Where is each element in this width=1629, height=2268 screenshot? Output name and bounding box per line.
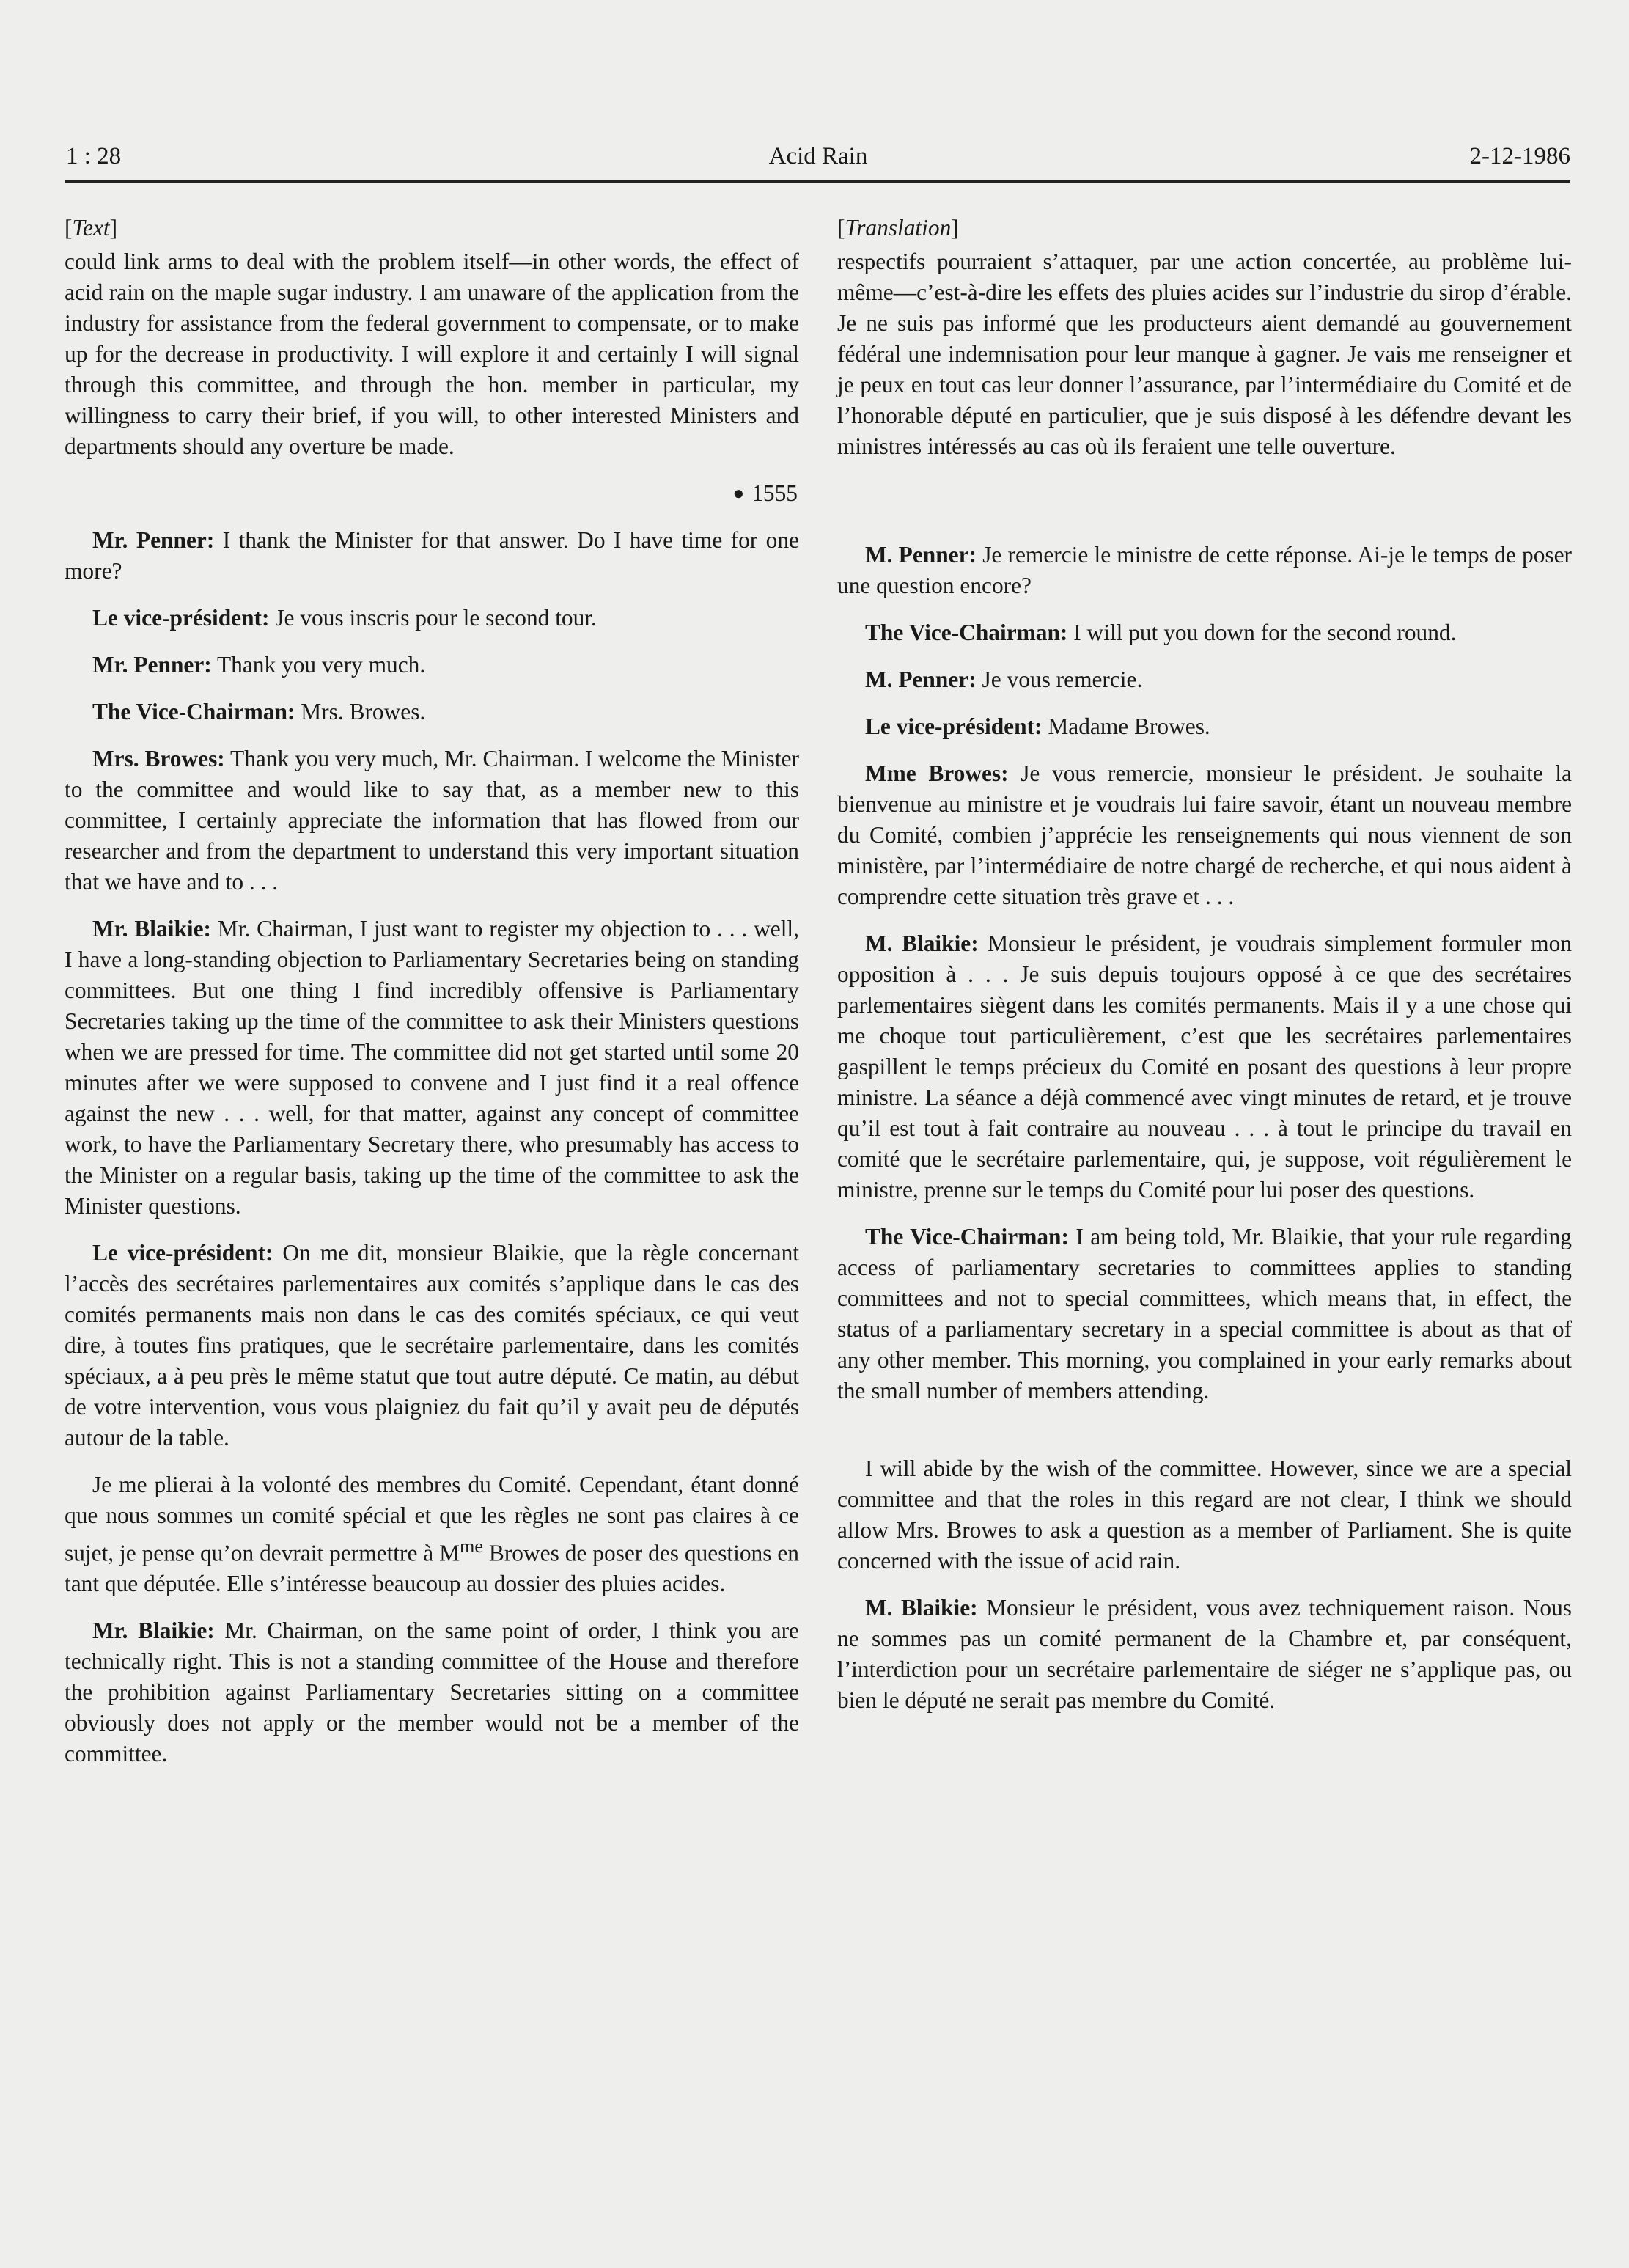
paragraph-text: Je vous remercie. [982, 667, 1143, 692]
paragraph [65, 603, 799, 634]
speaker-name: Le vice-président: [92, 1240, 273, 1266]
header-rule [65, 180, 1570, 183]
speaker-name: Mr. Blaikie: [92, 916, 212, 942]
speaker-name: The Vice-Chairman: [92, 699, 295, 724]
speaker-name: M. Blaikie: [865, 1595, 978, 1621]
opening-paragraph: could link arms to deal with the problem itself—in other words, the effect of acid rain on the maple sugar industry. I am unaware of the application from the industry for assistance from the federal government to compensate, or to make up for the decrease in productivity. I will explore it and certainly I will signal through this committee, and through the hon. member in particular, my willingness to carry their brief, if you will, to other interested Ministers and departments should any overture be made. [65, 249, 799, 459]
timestamp: ● 1555 [732, 480, 798, 506]
paragraph [837, 664, 1572, 695]
paragraph [837, 758, 1572, 912]
paragraph [65, 1615, 799, 1769]
running-header [66, 143, 1570, 180]
page-date: 2-12-1986 [1469, 143, 1570, 169]
paragraph [65, 744, 799, 898]
paragraph-text: Je vous inscris pour le second tour. [275, 605, 597, 631]
paragraph-text: Thank you very much, Mr. Chairman. I welcome the Minister to the committee and would like to say that, as a member new to this committee, I certainly appreciate the information that has flowed from our researcher and from the department to understand this very important situation that we have and to . . . [65, 746, 799, 895]
right-column [837, 213, 1572, 1732]
paragraph [837, 1593, 1572, 1716]
paragraph [837, 928, 1572, 1205]
paragraph [65, 1238, 799, 1453]
speaker-name: Mr. Penner: [92, 527, 215, 553]
paragraph-text: Je vous remercie, monsieur le président. Je souhaite la bienvenue au ministre et je voudrais lui faire savoir, étant un nouveau membre du Comité, combien j’apprécie les renseignements qui nous viennent de son ministère, par l’intermédiaire de notre chargé de recherche, et qui nous aident à comprendre cette situation très grave et . . . [837, 760, 1572, 909]
speaker-name: M. Penner: [865, 667, 977, 692]
paragraph-text: Madame Browes. [1048, 713, 1210, 739]
paragraph-text: On me dit, monsieur Blaikie, que la règle concernant l’accès des secrétaires parlementaires aux comités s’applique dans le cas des comités permanents mais non dans le cas des comités spéciaux, ce qui veut dire, à toutes fins pratiques, que le secrétaire parlementaire, dans les comités spéciaux, a à peu près le même statut que tout autre député. Ce matin, au début de votre intervention, vous vous plaigniez du fait qu’il y avait peu de députés autour de la table. [65, 1240, 799, 1450]
left-column [65, 213, 799, 1786]
column-label: [Text] [65, 215, 118, 241]
paragraph [837, 540, 1572, 601]
paragraph-text: I thank the Minister for that answer. Do I have time for one more? [65, 527, 799, 584]
paragraph-text: Monsieur le président, vous avez techniquement raison. Nous ne sommes pas un comité permanent de la Chambre et, par conséquent, l’interdiction pour un secrétaire parlementaire de siéger ne s’applique pas, ou bien le député ne serait pas membre du Comité. [837, 1595, 1572, 1713]
paragraph-text: Thank you very much. [217, 652, 426, 678]
speaker-name: Mrs. Browes: [92, 746, 225, 771]
opening-paragraph: respectifs pourraient s’attaquer, par une action concertée, au problème lui-même—c’est-à-dire les effets des pluies acides sur l’industrie du sirop d’érable. Je ne suis pas informé que les producteurs aient demandé au gouvernement fédéral une indemnisation pour leur manque à gagner. Je vais me renseigner et je peux en tout cas leur donner l’assurance, par l’intermédiaire du Comité et de l’honorable député en particulier, que je suis disposé à les défendre devant les ministres intéressés au cas où ils feraient une telle ouverture. [837, 249, 1572, 459]
speaker-name: Le vice-président: [865, 713, 1043, 739]
speaker-name: Mr. Penner: [92, 652, 212, 678]
paragraph [65, 1469, 799, 1599]
paragraph-text: I will abide by the wish of the committee. However, since we are a special committee and that the roles in this regard are not clear, I think we should allow Mrs. Browes to ask a question as a member of Parliament. She is quite concerned with the issue of acid rain. [837, 1456, 1572, 1574]
speaker-name: Le vice-président: [92, 605, 270, 631]
paragraph [65, 697, 799, 727]
paragraph-text: Je me plierai à la volonté des membres du Comité. Cependant, étant donné que nous sommes un comité spécial et que les règles ne sont pas claires à ce sujet, je pense qu’on devrait permettre à M [65, 1472, 799, 1566]
paragraph-text: Mrs. Browes. [301, 699, 426, 724]
speaker-name: Mme Browes: [865, 760, 1009, 786]
page-title: Acid Rain [768, 143, 868, 169]
superscript: me [460, 1535, 484, 1557]
speaker-name: Mr. Blaikie: [92, 1618, 215, 1644]
speaker-name: M. Penner: [865, 542, 977, 568]
speaker-name: The Vice-Chairman: [865, 1224, 1069, 1249]
paragraph-text: Browes de poser des questions en tant que députée. Elle s’intéresse beaucoup au dossier des pluies acides. [65, 1540, 799, 1597]
paragraph-text: Mr. Chairman, on the same point of order, I think you are technically right. This is not a standing committee of the House and therefore the prohibition against Parliamentary Secretaries sitting on a committee obviously does not apply or the member would not be a member of the committee. [65, 1618, 799, 1767]
paragraph-text: Je remercie le ministre de cette réponse. Ai-je le temps de poser une question encore? [837, 542, 1572, 598]
paragraph-text: Monsieur le président, je voudrais simplement formuler mon opposition à . . . Je suis depuis toujours opposé à ce que des secrétaires parlementaires siègent dans les comités permanents. Mais il y a une chose qui me choque tout particulièrement, c’est que les secrétaires parlementaires gaspillent le temps précieux du Comité en posant des questions à leur propre ministre. La séance a déjà commencé avec vingt minutes de retard, et je trouve qu’il est tout à fait contraire au nouveau . . . à tout le principe du travail en comité que le secrétaire parlementaire, qui, je suppose, voit régulièrement le ministre, prenne sur le temps du Comité pour lui poser des questions. [837, 931, 1572, 1203]
paragraph-text: I will put you down for the second round. [1073, 620, 1457, 645]
paragraph [837, 1453, 1572, 1577]
paragraph [837, 1222, 1572, 1406]
paragraph [65, 914, 799, 1222]
paragraph [65, 525, 799, 587]
speaker-name: The Vice-Chairman: [865, 620, 1068, 645]
bullet-icon: ● [732, 482, 745, 504]
paragraph-text: I am being told, Mr. Blaikie, that your rule regarding access of parliamentary secretaries to committees applies to standing committees and not to special committees, which means that, in effect, the status of a parliamentary secretary in a special committee is about as that of any other member. This morning, you complained in your early remarks about the small number of members attending. [837, 1224, 1572, 1403]
paragraph [837, 711, 1572, 742]
column-label: [Translation] [837, 215, 959, 241]
page-number: 1 : 28 [66, 143, 122, 169]
paragraph [837, 617, 1572, 648]
speaker-name: M. Blaikie: [865, 931, 979, 956]
paragraph [65, 650, 799, 680]
paragraph-text: Mr. Chairman, I just want to register my objection to . . . well, I have a long-standing objection to Parliamentary Secretaries being on standing committees. But one thing I find incredibly offensive is Parliamentary Secretaries taking up the time of the committee to ask their Ministers questions when we are pressed for time. The committee did not get started until some 20 minutes after we were supposed to convene and I just find it a real offence against the new . . . well, for that matter, against any concept of committee work, to have the Parliamentary Secretary there, who presumably has access to the Minister on a regular basis, taking up the time of the committee to ask the Minister questions. [65, 916, 799, 1219]
